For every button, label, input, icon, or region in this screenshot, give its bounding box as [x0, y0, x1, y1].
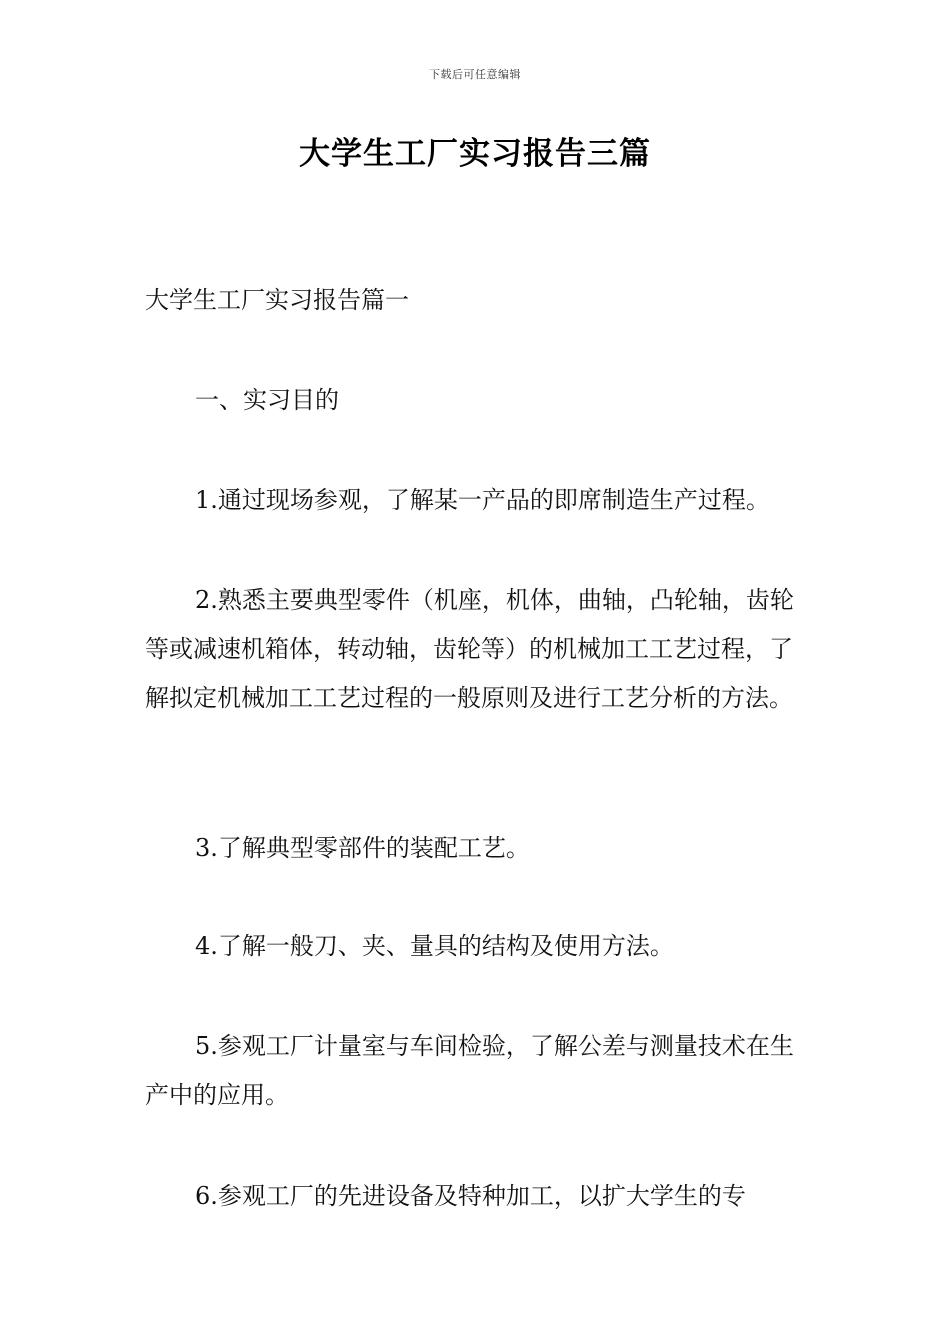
section-heading: 大学生工厂实习报告篇一	[145, 286, 409, 314]
paragraph-item-5: 5.参观工厂计量室与车间检验，了解公差与测量技术在生产中的应用。	[145, 1032, 794, 1109]
document-title: 大学生工厂实习报告三篇	[299, 136, 651, 172]
paragraph-purpose-heading: 一、实习目的	[195, 386, 339, 414]
paragraph-item-2: 2.熟悉主要典型零件（机座，机体，曲轴，凸轮轴，齿轮等或减速机箱体，转动轴，齿轮等）的机械加工工艺过程，了解拟定机械加工工艺过程的一般原则及进行工艺分析的方法。	[145, 586, 794, 712]
paragraph-item-6: 6.参观工厂的先进设备及特种加工，以扩大学生的专	[195, 1182, 746, 1210]
paragraph-item-1: 1.通过现场参观，了解某一产品的即席制造生产过程。	[195, 486, 770, 514]
paragraph-item-3: 3.了解典型零部件的装配工艺。	[195, 834, 530, 862]
paragraph-item-4: 4.了解一般刀、夹、量具的结构及使用方法。	[195, 932, 674, 960]
header-note: 下载后可任意编辑	[429, 68, 521, 81]
